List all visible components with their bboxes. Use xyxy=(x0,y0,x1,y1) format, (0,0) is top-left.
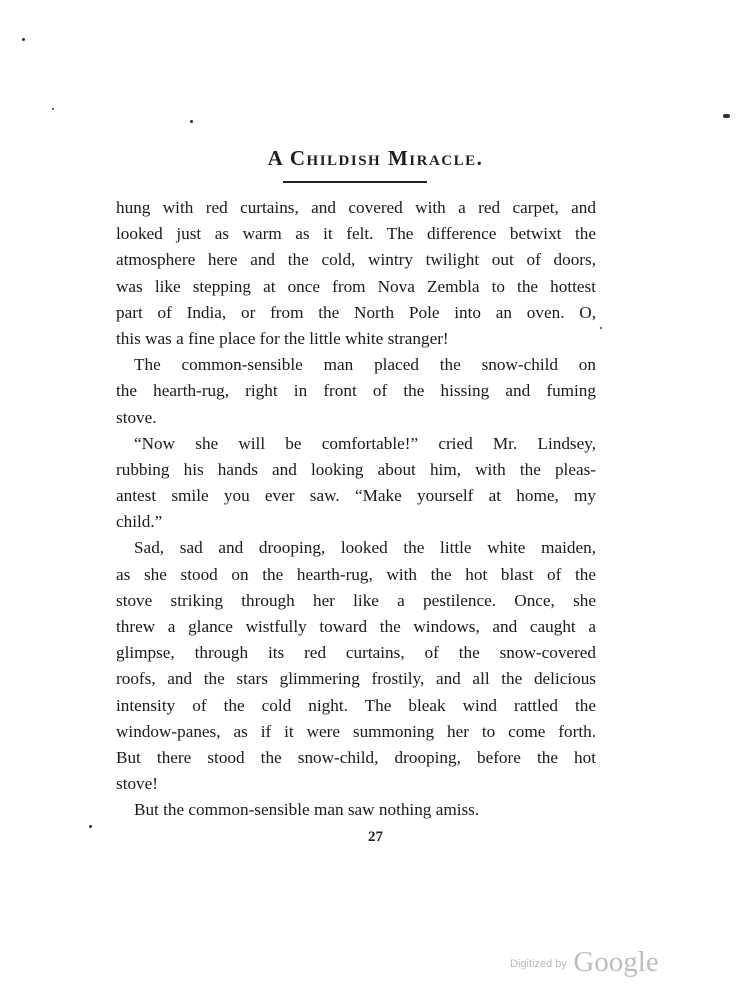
print-speck xyxy=(89,825,92,828)
text-line: atmosphere here and the cold, wintry twilight out of doors, xyxy=(116,250,596,270)
digitized-watermark xyxy=(510,946,659,979)
paragraph xyxy=(116,535,596,797)
text-line: But there stood the snow-child, drooping, before the hot xyxy=(116,747,596,767)
text-line: “Now she will be comfortable!” cried Mr. Lindsey, xyxy=(134,433,596,453)
paragraph xyxy=(116,431,596,536)
print-speck xyxy=(600,327,602,329)
page-number: 27 xyxy=(368,829,383,845)
text-line: intensity of the cold night. The bleak wind rattled the xyxy=(116,695,596,715)
text-line: window-panes, as if it were summoning her to come forth. xyxy=(116,721,596,741)
text-line: part of India, or from the North Pole into an oven. O, xyxy=(116,302,596,322)
text-line: roofs, and the stars glimmering frostily, and all the delicious xyxy=(116,669,596,689)
print-speck xyxy=(190,120,193,123)
text-line: child.” xyxy=(116,512,163,532)
text-line: glimpse, through its red curtains, of the snow-covered xyxy=(116,643,596,663)
print-speck xyxy=(22,38,25,41)
running-head: A Childish Miracle. xyxy=(267,146,484,170)
text-line: Sad, sad and drooping, looked the little white maiden, xyxy=(134,538,596,558)
text-line: hung with red curtains, and covered with a red carpet, and xyxy=(116,198,596,217)
body-text xyxy=(116,195,596,824)
text-line: threw a glance wistfully toward the windows, and caught a xyxy=(116,617,596,636)
paragraph xyxy=(116,195,596,352)
text-line: the hearth-rug, right in front of the hissing and fuming xyxy=(116,381,596,401)
text-line: The common-sensible man placed the snow-child on xyxy=(134,355,596,375)
print-speck xyxy=(723,114,730,118)
google-logo: Google xyxy=(573,946,659,978)
text-line: as she stood on the hearth-rug, with the hot blast of the xyxy=(116,564,596,584)
text-line: stove striking through her like a pestilence. Once, she xyxy=(116,590,596,610)
text-line: stove. xyxy=(116,407,157,427)
text-line: But the common-sensible man saw nothing amiss. xyxy=(134,800,480,820)
text-line: antest smile you ever saw. “Make yourself at home, my xyxy=(116,486,596,506)
text-line: rubbing his hands and looking about him, with the pleas- xyxy=(116,459,596,479)
text-line: was like stepping at once from Nova Zembla to the hottest xyxy=(116,276,596,296)
print-speck xyxy=(52,108,54,110)
running-head-rule xyxy=(283,181,427,183)
text-line: looked just as warm as it felt. The difference betwixt the xyxy=(116,224,596,244)
paragraph xyxy=(116,352,596,431)
watermark-prefix: Digitized by xyxy=(510,958,567,970)
text-line: stove! xyxy=(116,774,159,794)
text-line: this was a fine place for the little white stranger! xyxy=(116,328,449,348)
paragraph xyxy=(116,797,596,823)
